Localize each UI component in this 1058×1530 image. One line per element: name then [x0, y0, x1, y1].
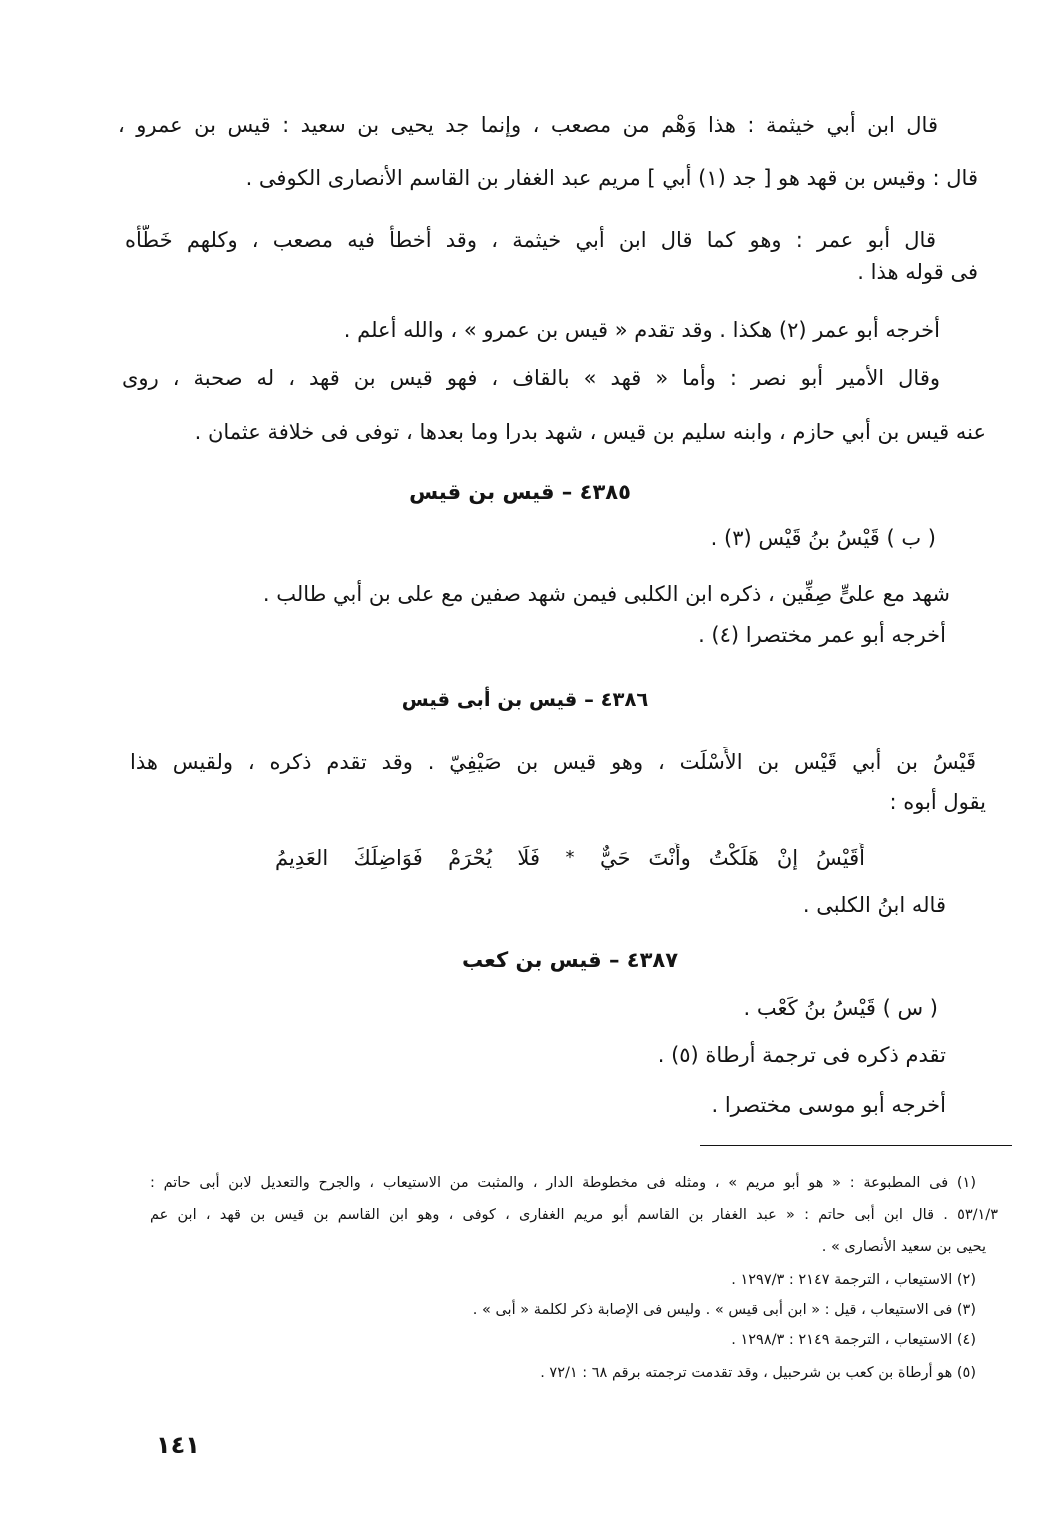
- footnote-line: يحيى بن سعيد الأنصارى » .: [821, 1239, 986, 1255]
- footnote-line: (٣) فى الاستيعاب ، قيل : « ابن أبى قيس » . وليس فى الإصابة ذكر لكلمة « أبى » .: [472, 1302, 976, 1318]
- paragraph-line: قال أبو عمر : وهو كما قال ابن أبي خيثمة ، وقد أخطأ فيه مصعب ، وكلهم خَطَّأه: [125, 228, 936, 252]
- footnote-line: (٤) الاستيعاب ، الترجمة ٢١٤٩ : ١٢٩٨/٣ .: [731, 1332, 976, 1348]
- footnote-line: (١) فى المطبوعة : « هو أبو مريم » ، ومثله فى مخطوطة الدار ، والمثبت من الاستيعاب ، والجرح والتعديل لابن أبى حاتم :: [150, 1175, 976, 1191]
- paragraph-line: قَيْسُ بن أبي قَيْس بن الأَسْلَت ، وهو قيس بن صَيْفِيّ . وقد تقدم ذكره ، ولقيس هذا: [130, 750, 976, 774]
- paragraph-line: شهد مع علىٍّ صِفِّين ، ذكره ابن الكلبى فيمن شهد صفين مع على بن أبي طالب .: [262, 582, 950, 606]
- paragraph-line: يقول أبوه :: [889, 790, 986, 814]
- verse-first-hemistich: أَقَيْسُ إنْ هَلَكْتُ وأَنْتَ حَيٌّ: [600, 846, 865, 870]
- verse-separator: *: [565, 847, 575, 868]
- entry-heading: ٤٣٨٧ – قيس بن كعب: [461, 948, 679, 972]
- footnote-line: (٢) الاستيعاب ، الترجمة ٢١٤٧ : ١٢٩٧/٣ .: [731, 1272, 976, 1288]
- footnote-rule: [700, 1145, 1012, 1146]
- paragraph-line: عنه قيس بن أبي حازم ، وابنه سليم بن قيس ، شهد بدرا وما بعدها ، توفى فى خلافة عثمان .: [194, 420, 986, 444]
- paragraph-line: قال : وقيس بن قهد هو [ جد (١) أبي ] مريم عبد الغفار بن القاسم الأنصارى الكوفى .: [245, 166, 978, 190]
- paragraph-line: أخرجه أبو موسى مختصرا .: [711, 1093, 946, 1117]
- footnote-line: (٥) هو أرطاة بن كعب بن شرحبيل ، وقد تقدمت ترجمته برقم ٦٨ : ٧٢/١ .: [540, 1365, 976, 1381]
- entry-name-line: ( س ) قَيْسُ بنُ كَعْب .: [743, 996, 938, 1020]
- page-number: ١٤١: [156, 1431, 200, 1459]
- footnote-line: ٥٣/١/٣ . قال ابن أبى حاتم : « عبد الغفار بن القاسم أبو مريم الغفارى ، كوفى ، وهو ابن القاسم بن قيس بن قهد ، ابن عم: [150, 1207, 998, 1223]
- entry-name-line: ( ب ) قَيْسُ بنُ قَيْس (٣) .: [710, 526, 936, 550]
- paragraph-line: أخرجه أبو عمر مختصرا (٤) .: [698, 623, 946, 647]
- paragraph-line: وقال الأمير أبو نصر : وأما « قهد » بالقاف ، فهو قيس بن قهد ، له صحبة ، روى: [122, 366, 940, 390]
- paragraph-line: تقدم ذكره فى ترجمة أرطاة (٥) .: [657, 1043, 946, 1067]
- paragraph-line: قاله ابنُ الكلبى .: [802, 893, 946, 917]
- paragraph-line: فى قوله هذا .: [857, 260, 978, 284]
- paragraph-line: أخرجه أبو عمر (٢) هكذا . وقد تقدم « قيس بن عمرو » ، والله أعلم .: [343, 318, 940, 342]
- verse-second-hemistich: فَلَا يُحْرَمْ فَوَاضِلَكَ العَدِيمُ: [275, 846, 540, 870]
- paragraph-line: قال ابن أبي خيثمة : هذا وَهْم من مصعب ، وإنما جد يحيى بن سعيد : قيس بن عمرو ،: [118, 113, 938, 137]
- entry-heading: ٤٣٨٥ – قيس بن قيس: [409, 480, 631, 504]
- entry-heading: ٤٣٨٦ – قيس بن أبى قيس: [401, 688, 649, 711]
